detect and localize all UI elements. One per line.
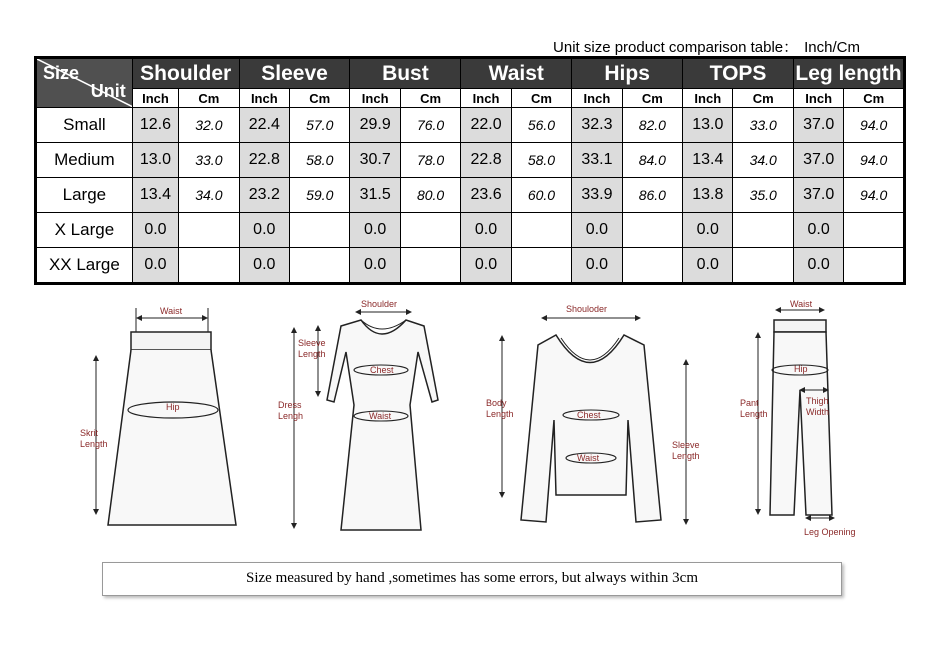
table-row [36, 248, 905, 284]
inch-value: 0.0 [350, 213, 400, 248]
cm-value: 34.0 [179, 178, 239, 213]
sweater-body-label-2: Length [486, 409, 514, 419]
sub-inch: Inch [239, 89, 289, 108]
sweater-body-label-1: Body [486, 398, 507, 408]
cm-value [844, 248, 905, 284]
inch-value: 30.7 [350, 143, 400, 178]
garment-diagrams [36, 290, 904, 545]
sub-inch: Inch [132, 89, 178, 108]
inch-value: 13.0 [132, 143, 178, 178]
cm-value: 59.0 [290, 178, 350, 213]
inch-value: 23.6 [461, 178, 511, 213]
dress-length-label-1: Dress [278, 400, 302, 410]
cm-value: 33.0 [179, 143, 239, 178]
cm-value: 58.0 [290, 143, 350, 178]
table-row [36, 178, 905, 213]
size-chart-table [34, 56, 906, 285]
cm-value [290, 248, 350, 284]
cm-value [622, 248, 682, 284]
pants-length-label-1: Pant [740, 398, 759, 408]
cm-value: 60.0 [511, 178, 571, 213]
size-label: Medium [36, 143, 133, 178]
cm-value: 35.0 [733, 178, 793, 213]
inch-value: 13.4 [683, 143, 733, 178]
inch-value: 32.3 [572, 108, 622, 143]
inch-value: 37.0 [793, 108, 843, 143]
measurement-note [102, 562, 842, 596]
inch-value: 13.0 [683, 108, 733, 143]
inch-value: 22.4 [239, 108, 289, 143]
sub-inch: Inch [683, 89, 733, 108]
cm-value: 94.0 [844, 178, 905, 213]
col-hips: Hips [572, 58, 683, 89]
sweater-waist-label: Waist [577, 453, 600, 463]
sub-cm: Cm [400, 89, 460, 108]
dress-length-label-2: Lengh [278, 411, 304, 421]
table-row [36, 213, 905, 248]
inch-value: 33.9 [572, 178, 622, 213]
cm-value: 94.0 [844, 108, 905, 143]
table-caption [0, 36, 860, 57]
inch-value: 37.0 [793, 143, 843, 178]
cm-value [400, 213, 460, 248]
dress-shoulder-label: Shoulder [361, 299, 398, 309]
inch-value: 0.0 [793, 213, 843, 248]
table-row [36, 143, 905, 178]
inch-value: 12.6 [132, 108, 178, 143]
pants-thigh-label-2: Width [806, 407, 830, 417]
pants-waist-label: Waist [790, 299, 813, 309]
inch-value: 22.0 [461, 108, 511, 143]
sub-inch: Inch [572, 89, 622, 108]
inch-value: 33.1 [572, 143, 622, 178]
pants-leg-opening-label: Leg Opening [804, 527, 856, 537]
sub-inch: Inch [793, 89, 843, 108]
cm-value: 34.0 [733, 143, 793, 178]
measurement-note-text: Size measured by hand ,sometimes has some errors, but always within 3cm [246, 570, 698, 586]
cm-value: 82.0 [622, 108, 682, 143]
skirt-length-label-1: Skrit [80, 428, 98, 438]
sweater-diagram [486, 304, 700, 522]
corner-size-label: Size [43, 63, 80, 83]
inch-value: 29.9 [350, 108, 400, 143]
inch-value: 0.0 [572, 213, 622, 248]
inch-value: 0.0 [683, 213, 733, 248]
dress-sleeve-label-1: Sleeve [298, 338, 326, 348]
cm-value [511, 248, 571, 284]
pants-thigh-label-1: Thigh [806, 396, 829, 406]
size-label: XX Large [36, 248, 133, 284]
cm-value [400, 248, 460, 284]
cm-value [179, 248, 239, 284]
size-unit-corner [36, 58, 133, 108]
sub-cm: Cm [622, 89, 682, 108]
cm-value [511, 213, 571, 248]
inch-value: 31.5 [350, 178, 400, 213]
col-shoulder: Shoulder [132, 58, 239, 89]
sweater-chest-label: Chest [577, 410, 601, 420]
inch-value: 0.0 [461, 213, 511, 248]
measurement-illustrations [36, 290, 904, 545]
cm-value [179, 213, 239, 248]
inch-value: 22.8 [461, 143, 511, 178]
corner-unit-label: Unit [90, 81, 126, 101]
inch-value: 37.0 [793, 178, 843, 213]
inch-value: 0.0 [239, 248, 289, 284]
col-sleeve: Sleeve [239, 58, 350, 89]
pants-hip-label: Hip [794, 364, 808, 374]
col-leg-length: Leg length [793, 58, 904, 89]
skirt-length-label-2: Length [80, 439, 108, 449]
sub-cm: Cm [511, 89, 571, 108]
skirt-waist-label: Waist [160, 306, 183, 316]
inch-value: 13.4 [132, 178, 178, 213]
cm-value: 78.0 [400, 143, 460, 178]
cm-value: 32.0 [179, 108, 239, 143]
pants-diagram [740, 299, 856, 537]
col-waist: Waist [461, 58, 572, 89]
inch-value: 23.2 [239, 178, 289, 213]
size-label: Large [36, 178, 133, 213]
cm-value: 80.0 [400, 178, 460, 213]
sub-inch: Inch [350, 89, 400, 108]
caption-text: Unit size product comparison table： [553, 39, 799, 56]
cm-value [733, 213, 793, 248]
inch-value: 0.0 [350, 248, 400, 284]
dress-waist-label: Waist [369, 411, 392, 421]
sweater-sleeve-label-2: Length [672, 451, 700, 461]
sub-cm: Cm [733, 89, 793, 108]
pants-length-label-2: Length [740, 409, 768, 419]
inch-value: 0.0 [132, 213, 178, 248]
size-label: X Large [36, 213, 133, 248]
inch-value: 0.0 [793, 248, 843, 284]
skirt-diagram [80, 306, 236, 525]
cm-value [622, 213, 682, 248]
inch-value: 13.8 [683, 178, 733, 213]
cm-value [290, 213, 350, 248]
inch-value: 0.0 [461, 248, 511, 284]
size-rows [36, 108, 905, 284]
table-row [36, 108, 905, 143]
sub-cm: Cm [290, 89, 350, 108]
cm-value: 33.0 [733, 108, 793, 143]
cm-value: 84.0 [622, 143, 682, 178]
sub-cm: Cm [179, 89, 239, 108]
sub-inch: Inch [461, 89, 511, 108]
col-bust: Bust [350, 58, 461, 89]
size-label: Small [36, 108, 133, 143]
cm-value: 57.0 [290, 108, 350, 143]
cm-value: 58.0 [511, 143, 571, 178]
cm-value: 76.0 [400, 108, 460, 143]
inch-value: 0.0 [239, 213, 289, 248]
cm-value: 94.0 [844, 143, 905, 178]
inch-value: 0.0 [572, 248, 622, 284]
inch-value: 22.8 [239, 143, 289, 178]
skirt-hip-label: Hip [166, 402, 180, 412]
sweater-shoulder-label: Shouloder [566, 304, 608, 314]
cm-value [844, 213, 905, 248]
dress-diagram [278, 299, 438, 530]
cm-value: 86.0 [622, 178, 682, 213]
caption-unit: Inch/Cm [804, 39, 860, 56]
sweater-sleeve-label-1: Sleeve [672, 440, 700, 450]
inch-value: 0.0 [132, 248, 178, 284]
col-tops: TOPS [683, 58, 794, 89]
cm-value: 56.0 [511, 108, 571, 143]
sub-cm: Cm [844, 89, 905, 108]
inch-value: 0.0 [683, 248, 733, 284]
dress-chest-label: Chest [370, 365, 394, 375]
dress-sleeve-label-2: Length [298, 349, 326, 359]
cm-value [733, 248, 793, 284]
